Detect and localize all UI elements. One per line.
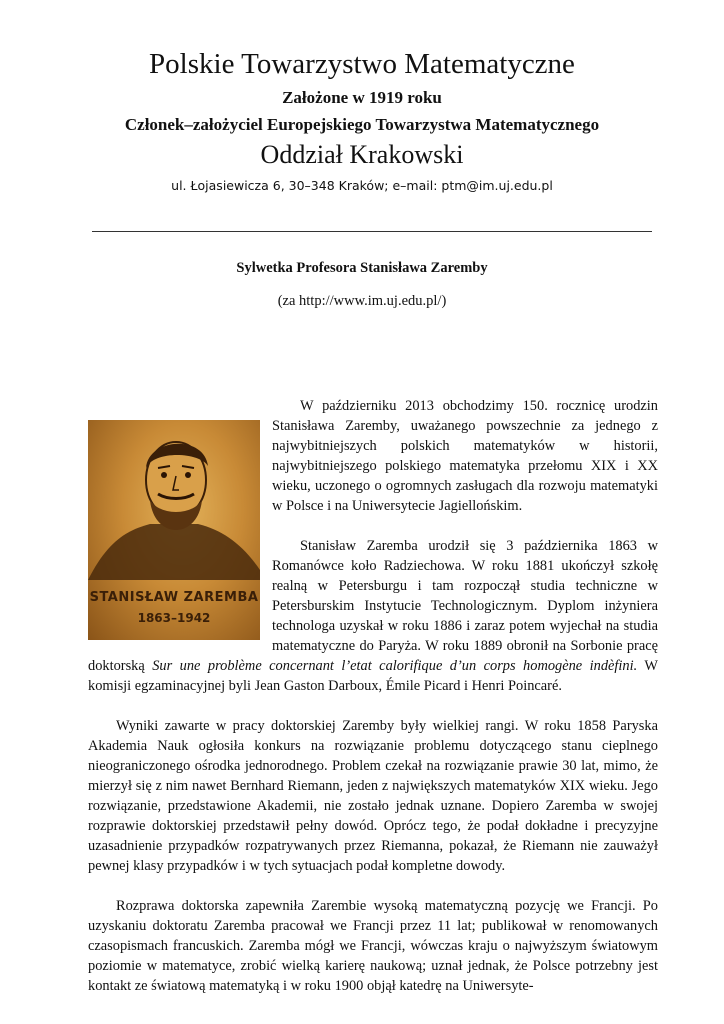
thesis-title: Sur une problème concernant l’etat calorifique d’un corps homogène indèfini. xyxy=(152,658,638,674)
paragraph-1: W październiku 2013 obchodzimy 150. rocznicę urodzin Stanisława Zaremby, uważanego powszechnie za jednego z najwybitniejszych polskich matematyków w historii, najwybitniejszego polskiego matematyka przełomu XIX i XX wieku, uczonego o ogromnych zasługach dla rozwoju matematyki w Polsce i na Uniwersytecie Jagiellońskim. xyxy=(272,398,658,514)
portrait-caption-years: 1863–1942 xyxy=(137,611,211,625)
article-body xyxy=(88,396,658,996)
paragraph-2-text-after: W komisji egzaminacyjnej byli Jean Gaston Darboux, Émile Picard i Henri Poincaré. xyxy=(88,658,658,694)
organization-name: Polskie Towarzystwo Matematyczne xyxy=(149,48,575,80)
branch-name: Oddział Krakowski xyxy=(260,140,464,169)
contact-line: ul. Łojasiewicza 6, 30–348 Kraków; e–mail: ptm@im.uj.edu.pl xyxy=(171,178,553,193)
header-divider xyxy=(92,231,652,232)
portrait-image xyxy=(88,420,260,640)
document-title: Sylwetka Profesora Stanisława Zaremby xyxy=(236,260,488,276)
paragraph-3: Wyniki zawarte w pracy doktorskiej Zaremby były wielkiej rangi. W roku 1858 Paryska Akademia Nauk ogłosiła konkurs na rozwiązanie problemu dotyczącego stanu cieplnego nieograniczonego ośrodka jednorodnego. Problem czekał na rozwiązanie prawie 30 lat, mimo, że mierzył się z nim nawet Bernhard Riemann, jeden z największych matematyków XIX wieku. Jego rozwiązanie, przedstawione Akademii, nie zostało jednak uznane. Dopiero Zaremba w swojej rozprawie doktorskiej przedstawił pełny dowód. Oprócz tego, że podał dokładne i precyzyjne uzasadnienie przypadków rozpatrywanych przez Riemanna, pokazał, że Riemann nie zauważył pewnej klasy przypadków i w tych sytuacjach podał kompletne dowody. xyxy=(88,718,658,874)
paragraph-4: Rozprawa doktorska zapewniła Zarembie wysoką matematyczną pozycję we Francji. Po uzyskaniu doktoratu Zaremba pracował we Francji przez 11 lat; publikował w renomowanych czasopismach francuskich. Zaremba mógł we Francji, wówczas kraju o najwyższym światowym poziomie w matematyce, zrobić wielką karierę naukową; uznał jednak, że Polsce potrzebny jest kontakt ze światową matematyką i w roku 1900 objął katedrę na Uniwersyte- xyxy=(88,898,658,994)
paragraph-2-text-before: Stanisław Zaremba urodził się 3 października 1863 w Romanówce koło Radziechowa. W roku 1881 ukończył szkołę realną w Petersburgu i tam rozpoczął studia techniczne w Petersburskim Instytucie Technologicznym. Dyplom inżyniera technologa uzyskał w roku 1886 i zaraz potem wyjechał na studia matematyczne do Paryża. W roku 1889 obronił na Sorbonie pracę doktorską xyxy=(88,538,658,674)
member-line: Członek–założyciel Europejskiego Towarzystwa Matematycznego xyxy=(124,115,600,134)
document-source: (za http://www.im.uj.edu.pl/) xyxy=(277,293,447,309)
founded-line: Założone w 1919 roku xyxy=(282,88,442,107)
portrait-caption-name: STANISŁAW ZAREMBA xyxy=(89,590,259,605)
